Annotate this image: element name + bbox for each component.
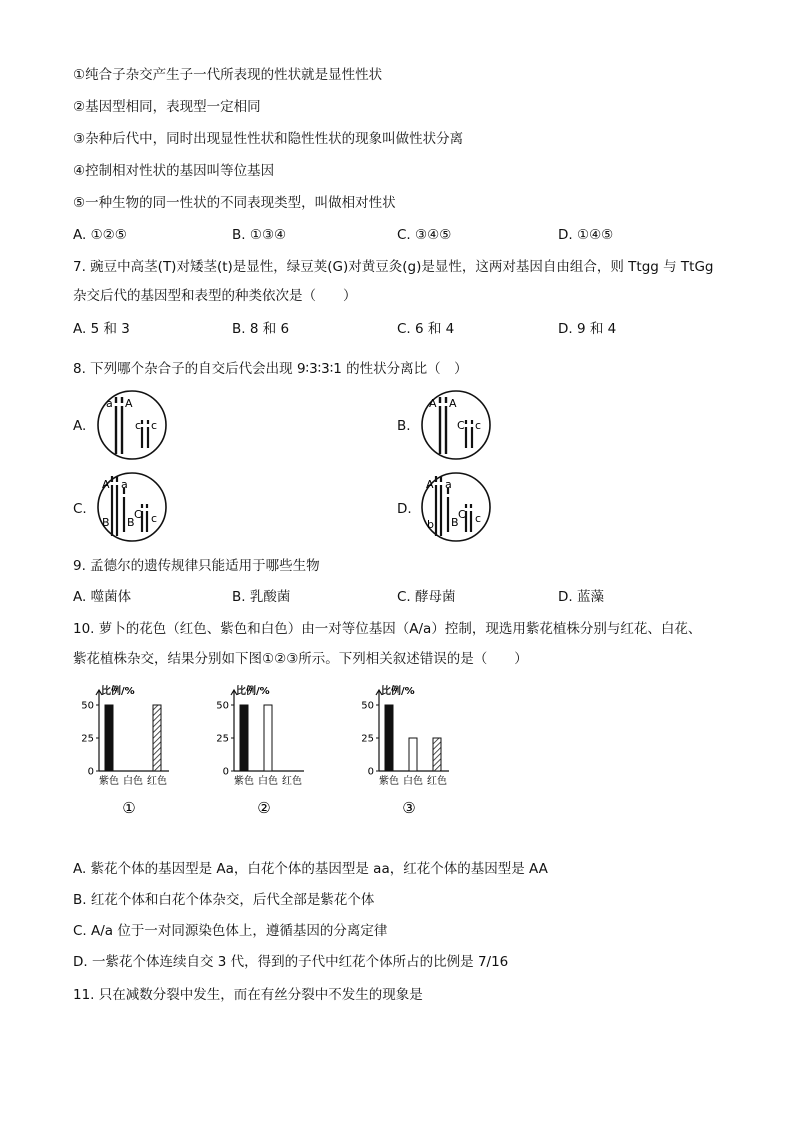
allele-label: C [134,508,142,521]
x-tick-label: 白色 [258,776,278,787]
statement-5: ⑤一种生物的同一性状的不同表现类型，叫做相对性状 [73,195,396,211]
y-tick-label: 50 [216,700,229,712]
q6-option-a[interactable]: A. ①②⑤ [73,227,127,243]
allele-label: c [135,419,142,432]
allele-label: C [458,508,466,521]
bar-chart-2 [210,680,330,820]
allele-label: c [475,512,482,525]
cell-diagram-a[interactable] [96,388,170,462]
allele-label: C [457,419,465,432]
y-tick-label: 0 [367,766,374,778]
q8-option-c-label[interactable]: C. [73,501,87,517]
q10-option-b[interactable]: B. 红花个体和白花个体杂交，后代全部是紫花个体 [73,892,375,908]
allele-label: a [121,478,128,491]
chart-title: ② [257,799,271,817]
q8-stem: 8. 下列哪个杂合子的自交后代会出现 9∶3∶3∶1 的性状分离比（ ） [73,361,468,377]
allele-label: A [125,397,133,410]
bar-2 [433,738,441,771]
q8-option-b-label[interactable]: B. [397,418,411,434]
bar-0 [105,705,113,771]
q10-option-a[interactable]: A. 紫花个体的基因型是 Aa，白花个体的基因型是 aa，红花个体的基因型是 AA [73,861,548,877]
x-tick-label: 红色 [282,776,302,787]
y-tick-label: 25 [361,733,374,745]
bar-chart-1 [75,680,195,820]
statement-2: ②基因型相同，表现型一定相同 [73,99,261,115]
allele-label: c [475,419,482,432]
q7-option-b[interactable]: B. 8 和 6 [232,321,290,337]
x-tick-label: 紫色 [99,776,119,787]
q6-option-c[interactable]: C. ③④⑤ [397,227,452,243]
q7-stem-line1: 7. 豌豆中高茎(T)对矮茎(t)是显性，绿豆荚(G)对黄豆灸(g)是显性，这两对基因自由组合，则 Ttgg 与 TtGg [73,259,714,275]
allele-label: A [102,478,110,491]
cell-diagram-d[interactable] [420,470,494,544]
allele-label: c [151,512,158,525]
y-tick-label: 25 [81,733,94,745]
q9-option-c[interactable]: C. 酵母菌 [397,589,456,605]
chart-title: ③ [402,799,416,817]
bar-1 [264,705,272,771]
q8-option-d-label[interactable]: D. [397,501,412,517]
x-tick-label: 紫色 [234,776,254,787]
allele-label: A [429,397,437,410]
statement-4: ④控制相对性状的基因叫等位基因 [73,163,275,179]
allele-label: B [127,516,135,529]
allele-label: a [106,397,113,410]
allele-label: A [426,478,434,491]
x-tick-label: 白色 [403,776,423,787]
q9-option-d[interactable]: D. 蓝藻 [558,589,604,605]
cell-diagram-c[interactable] [96,470,170,544]
q7-option-d[interactable]: D. 9 和 4 [558,321,617,337]
bar-chart-3 [355,680,475,820]
q7-option-a[interactable]: A. 5 和 3 [73,321,130,337]
y-tick-label: 0 [222,766,229,778]
chart-title: ① [122,799,136,817]
y-tick-label: 50 [361,700,374,712]
y-axis-label: 比例/% [381,686,415,697]
x-tick-label: 白色 [123,776,143,787]
allele-label: B [102,516,110,529]
q8-option-a-label[interactable]: A. [73,418,87,434]
bar-0 [240,705,248,771]
q10-option-d[interactable]: D. 一紫花个体连续自交 3 代，得到的子代中红花个体所占的比例是 7/16 [73,954,509,970]
bar-1 [409,738,417,771]
q11-stem: 11. 只在减数分裂中发生，而在有丝分裂中不发生的现象是 [73,987,423,1003]
q9-stem: 9. 孟德尔的遗传规律只能适用于哪些生物 [73,558,320,574]
q9-option-a[interactable]: A. 噬菌体 [73,589,132,605]
statement-1: ①纯合子杂交产生子一代所表现的性状就是显性性状 [73,67,383,83]
bar-2 [153,705,161,771]
q9-option-b[interactable]: B. 乳酸菌 [232,589,291,605]
x-tick-label: 红色 [147,776,167,787]
q6-option-b[interactable]: B. ①③④ [232,227,287,243]
y-tick-label: 25 [216,733,229,745]
cell-diagram-b[interactable] [420,388,494,462]
allele-label: B [451,516,459,529]
x-tick-label: 红色 [427,776,447,787]
y-axis-label: 比例/% [101,686,135,697]
y-axis-label: 比例/% [236,686,270,697]
x-tick-label: 紫色 [379,776,399,787]
q7-option-c[interactable]: C. 6 和 4 [397,321,455,337]
q10-option-c[interactable]: C. A/a 位于一对同源染色体上，遵循基因的分离定律 [73,923,388,939]
allele-label: c [151,419,158,432]
q10-stem-line2: 紫花植株杂交，结果分别如下图①②③所示。下列相关叙述错误的是（ ） [73,651,528,667]
allele-label: A [449,397,457,410]
y-tick-label: 0 [87,766,94,778]
y-tick-label: 50 [81,700,94,712]
q7-stem-line2: 杂交后代的基因型和表型的种类依次是（ ） [73,288,357,304]
q10-stem-line1: 10. 萝卜的花色（红色、紫色和白色）由一对等位基因（A/a）控制，现选用紫花植株分别与红花、白花、 [73,621,702,637]
bar-0 [385,705,393,771]
allele-label: b [427,518,434,531]
q6-option-d[interactable]: D. ①④⑤ [558,227,614,243]
statement-3: ③杂种后代中，同时出现显性性状和隐性性状的现象叫做性状分离 [73,131,464,147]
allele-label: a [445,478,452,491]
